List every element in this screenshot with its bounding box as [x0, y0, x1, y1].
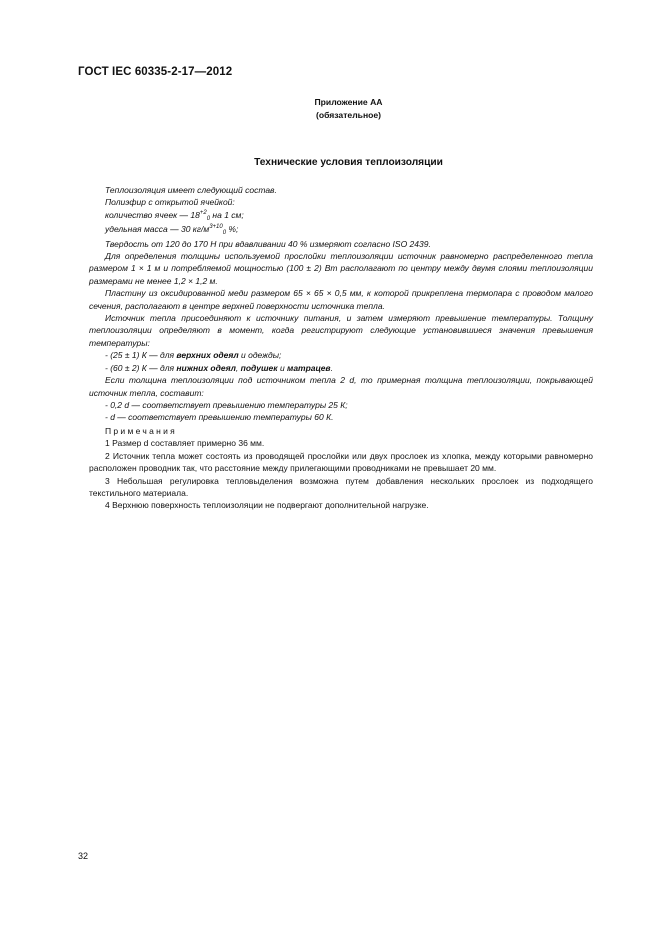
annex-block [0, 96, 661, 122]
note-item: 4 Верхнюю поверхность теплоизоляции не подвергают дополнительной нагрузке. [105, 500, 429, 511]
section-heading: Технические условия теплоизоляции [254, 157, 443, 168]
paragraph: Источник тепла присоединяют к источнику питания, и затем измеряют превышение температуры. Толщину теплоизоляции определяют в момент, когда регистрируют следующие установившиеся значения превышения температуры: [89, 313, 593, 348]
annex-status: (обязательное) [315, 110, 382, 120]
notes-block [89, 425, 593, 512]
body-text [89, 184, 593, 424]
paragraph-density: удельная масса — 30 $кг/м^{3+10}_0$ %; [105, 224, 239, 237]
paragraph: Полиэфир с открытой ячейкой: [105, 197, 235, 208]
paragraph: Теплоизоляция имеет следующий состав. [105, 185, 277, 195]
paragraph-cell-count: количество ячеек — $18^{+2}_0$ на 1 см; [105, 209, 244, 222]
annex-title: Приложение АА [314, 97, 383, 107]
paragraph: Пластину из оксидированной меди размером 65 × 65 × 0,5 мм, к которой прикреплена термопара с проводом малого сечения, располагают в центре верхней поверхности источника тепла. [89, 288, 593, 311]
page-number: 32 [78, 851, 89, 861]
list-item: - d — соответствует превышению температуры 60 К. [105, 412, 334, 423]
list-item: - (25 ± 1) К — для верхних одеял и одежды; [105, 350, 282, 361]
paragraph: Для определения толщины используемой прослойки теплоизоляции источник равномерно распределенного тепла размером 1 × 1 м и потребляемой мощностью (100 ± 2) Вт располагают по центру между двумя слоями теплоизоляции размерами не менее 1,2 × 1,2 м. [89, 251, 593, 286]
note-item: 1 Размер d составляет примерно 36 мм. [105, 438, 265, 449]
list-item: - (60 ± 2) К — для нижних одеял, подушек и матрацев. [105, 362, 333, 373]
note-item: 3 Небольшая регулировка тепловыделения возможна путем добавления нескольких прослоек из подходящего текстильного материала. [89, 475, 593, 499]
list-item: - 0,2 d — соответствует превышению температуры 25 К; [105, 399, 348, 410]
document-header: ГОСТ IEC 60335-2-17—2012 [78, 66, 233, 78]
notes-title: Примечания [105, 426, 178, 436]
paragraph: Если толщина теплоизоляции под источником тепла 2 d, то примерная толщина теплоизоляции, покрывающей источник тепла, составит: [89, 375, 593, 398]
note-item: 2 Источник тепла может состоять из проводящей прослойки или двух прослоек из хлопка, между которыми равномерно расположен проводник так, что расстояние между прилегающими проводниками не превышает 20 мм. [89, 450, 593, 474]
paragraph: Твердость от 120 до 170 Н при вдавливании 40 % измеряют согласно ISO 2439. [105, 238, 431, 249]
